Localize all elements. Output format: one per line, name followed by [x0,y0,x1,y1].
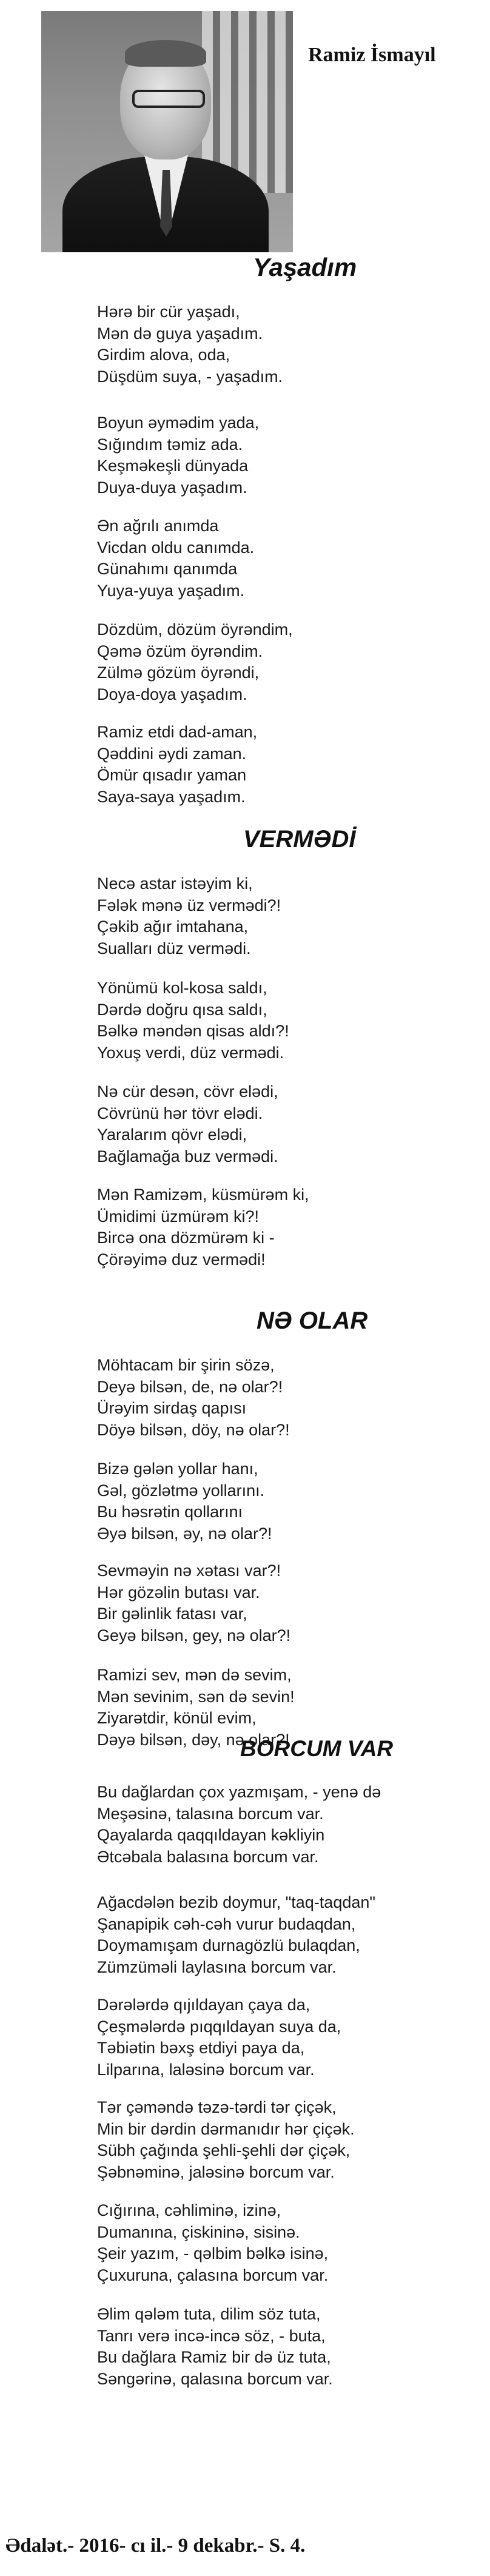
stanza [97,619,293,705]
verse-line: Gəl, gözlətmə yollarını. [97,1481,265,1500]
verse-line: Yönümü kol-kosa saldı, [97,979,267,997]
verse-line: Cövrünü hər tövr elədi. [97,1104,263,1122]
verse-line: Hər gözəlin butası var. [97,1583,260,1602]
stanza [97,1994,341,2081]
verse-line: Əlim qələm tuta, dilim söz tuta, [97,2305,321,2323]
verse-line: Lilparına, laləsinə borcum var. [97,2060,315,2079]
verse-line: Bağlamağa buz vermədi. [97,1147,278,1166]
stanza [97,1892,375,1978]
verse-line: Doymamışam durnagözlü bulaqdan, [97,1936,360,1954]
verse-line: Sübh çağında şehli-şehli dər çiçək, [97,2141,351,2159]
verse-line: Bircə ona dözmürəm ki - [97,1229,275,1247]
verse-line: Hərə bir cür yaşadı, [97,303,240,321]
verse-line: Ətcəbala balasına borcum var. [97,1847,319,1866]
verse-line: Əyə bilsən, əy, nə olar?! [97,1524,272,1543]
verse-line: Qəmə özüm öyrəndim. [97,642,263,660]
verse-line: Qəddini əydi zaman. [97,744,247,763]
verse-line: Mən də guya yaşadım. [97,324,263,343]
verse-line: Sevməyin nə xətası var?! [97,1561,281,1580]
stanza [97,2200,328,2286]
author-portrait-photo [41,11,293,252]
verse-line: Bir gəlinlik fatası var, [97,1605,247,1623]
verse-line: Yuya-yuya yaşadım. [97,581,245,600]
verse-line: Ürəyim sirdaş qapısı [97,1399,247,1417]
verse-line: Dərdə doğru qısa saldı, [97,1000,267,1019]
stanza [97,722,257,808]
verse-line: Şeir yazım, - qəlbim bəlkə isinə, [97,2244,329,2262]
verse-line: Günahımı qanımda [97,560,238,578]
publication-citation: Ədalət.- 2016- cı il.- 9 dekabr.- S. 4. [5,2535,306,2557]
verse-line: Ağacdələn bezib doymur, "taq-taqdan" [97,1893,375,1911]
verse-line: Saya-saya yaşadım. [97,787,246,806]
verse-line: Şanapipik cəh-cəh vurur budaqdan, [97,1914,356,1933]
verse-line: Duya-duya yaşadım. [97,478,247,497]
verse-line: Dərələrdə qıjıldayan çaya da, [97,1996,310,2014]
verse-line: Mən sevinim, sən də sevin! [97,1687,295,1706]
verse-line: Boyun əymədim yada, [97,414,260,432]
poem-title: VERMƏDİ [243,826,356,853]
verse-line: Bizə gələn yollar hanı, [97,1460,258,1478]
stanza [97,1560,290,1646]
verse-line: Düşdüm suya, - yaşadım. [97,367,283,386]
verse-line: Möhtacam bir şirin sözə, [97,1356,275,1374]
stanza [97,2097,355,2183]
verse-line: Çuxuruna, çalasına borcum var. [97,2266,329,2284]
portrait-glasses [132,90,205,108]
verse-line: Yoxuş verdi, düz vermədi. [97,1043,284,1062]
verse-line: Çeşmələrdə pıqqıldayan suya da, [97,2017,341,2036]
verse-line: Doya-doya yaşadım. [97,685,247,703]
verse-line: Necə astar istəyim ki, [97,874,253,893]
verse-line: Bu dağlara Ramiz bir də üz tuta, [97,2348,331,2366]
poem-title: NƏ OLAR [257,1307,368,1334]
verse-line: Sualları düz vermədi. [97,939,251,958]
verse-line: Ən ağrılı anımda [97,517,219,535]
stanza [97,301,283,387]
verse-line: Zümzüməli laylasına borcum var. [97,1957,337,1976]
verse-line: Bəlkə məndən qisas aldı?! [97,1022,289,1040]
verse-line: Çəkib ağır imtahana, [97,917,249,936]
poem-title: BORCUM VAR [240,1736,394,1761]
verse-line: Girdim alova, oda, [97,346,230,364]
verse-line: Qayalarda qaqqıldayan kəkliyin [97,1826,325,1844]
stanza [97,1184,309,1270]
verse-line: Vicdan oldu canımda. [97,538,255,557]
verse-line: Zülmə gözüm öyrəndi, [97,663,260,682]
portrait-hair [125,40,206,67]
verse-line: Çörəyimə duz vermədi! [97,1250,266,1269]
verse-line: Cığırına, cəhliminə, izinə, [97,2201,281,2219]
verse-line: Tanrı verə incə-incə söz, - buta, [97,2326,326,2345]
verse-line: Ramiz etdi dad-aman, [97,723,258,741]
verse-line: Nə cür desən, cövr elədi, [97,1082,278,1101]
stanza [97,515,254,602]
verse-line: Min bir dərdin dərmanıdır hər çiçək. [97,2119,355,2138]
verse-line: Dumanına, çiskininə, sisinə. [97,2222,300,2241]
verse-line: Geyə bilsən, gey, nə olar?! [97,1626,291,1645]
verse-line: Ramizi sev, mən də sevim, [97,1666,292,1684]
verse-line: Bu həsrətin qollarını [97,1503,243,1521]
stanza [97,1458,272,1545]
verse-line: Fələk mənə üz vermədi?! [97,896,281,914]
poem-title: Yaşadım [253,253,357,281]
verse-line: Döyə bilsən, döy, nə olar?! [97,1420,290,1439]
verse-line: Səngərinə, qalasına borcum var. [97,2369,333,2388]
verse-line: Mən Ramizəm, küsmürəm ki, [97,1186,309,1204]
stanza [97,1081,278,1167]
author-name: Ramiz İsmayıl [308,44,436,66]
verse-line: Ümidimi üzmürəm ki?! [97,1207,260,1226]
verse-line: Dəyə bilsən, dəy, nə olar?! [97,1730,290,1749]
verse-line: Deyə bilsən, de, nə olar?! [97,1377,283,1396]
stanza [97,412,259,498]
stanza [97,2304,333,2390]
verse-line: Yaralarım qövr elədi, [97,1125,247,1144]
verse-line: Keşməkeşli dünyada [97,457,249,475]
verse-line: Şəbnəminə, jaləsinə borcum var. [97,2162,335,2181]
verse-line: Ömür qısadır yaman [97,766,247,784]
verse-line: Tər çəməndə təzə-tərdi tər çiçək, [97,2098,337,2116]
verse-line: Ziyarətdir, könül evim, [97,1709,257,1727]
stanza [97,873,281,959]
verse-line: Dözdüm, dözüm öyrəndim, [97,620,293,639]
verse-line: Sığındım təmiz ada. [97,435,243,454]
stanza [97,1782,381,1868]
stanza [97,1355,290,1441]
stanza [97,978,289,1064]
verse-line: Təbiətin bəxş etdiyi paya da, [97,2039,305,2057]
verse-line: Meşəsinə, talasına borcum var. [97,1804,324,1823]
verse-line: Bu dağlardan çox yazmışam, - yenə də [97,1783,381,1801]
